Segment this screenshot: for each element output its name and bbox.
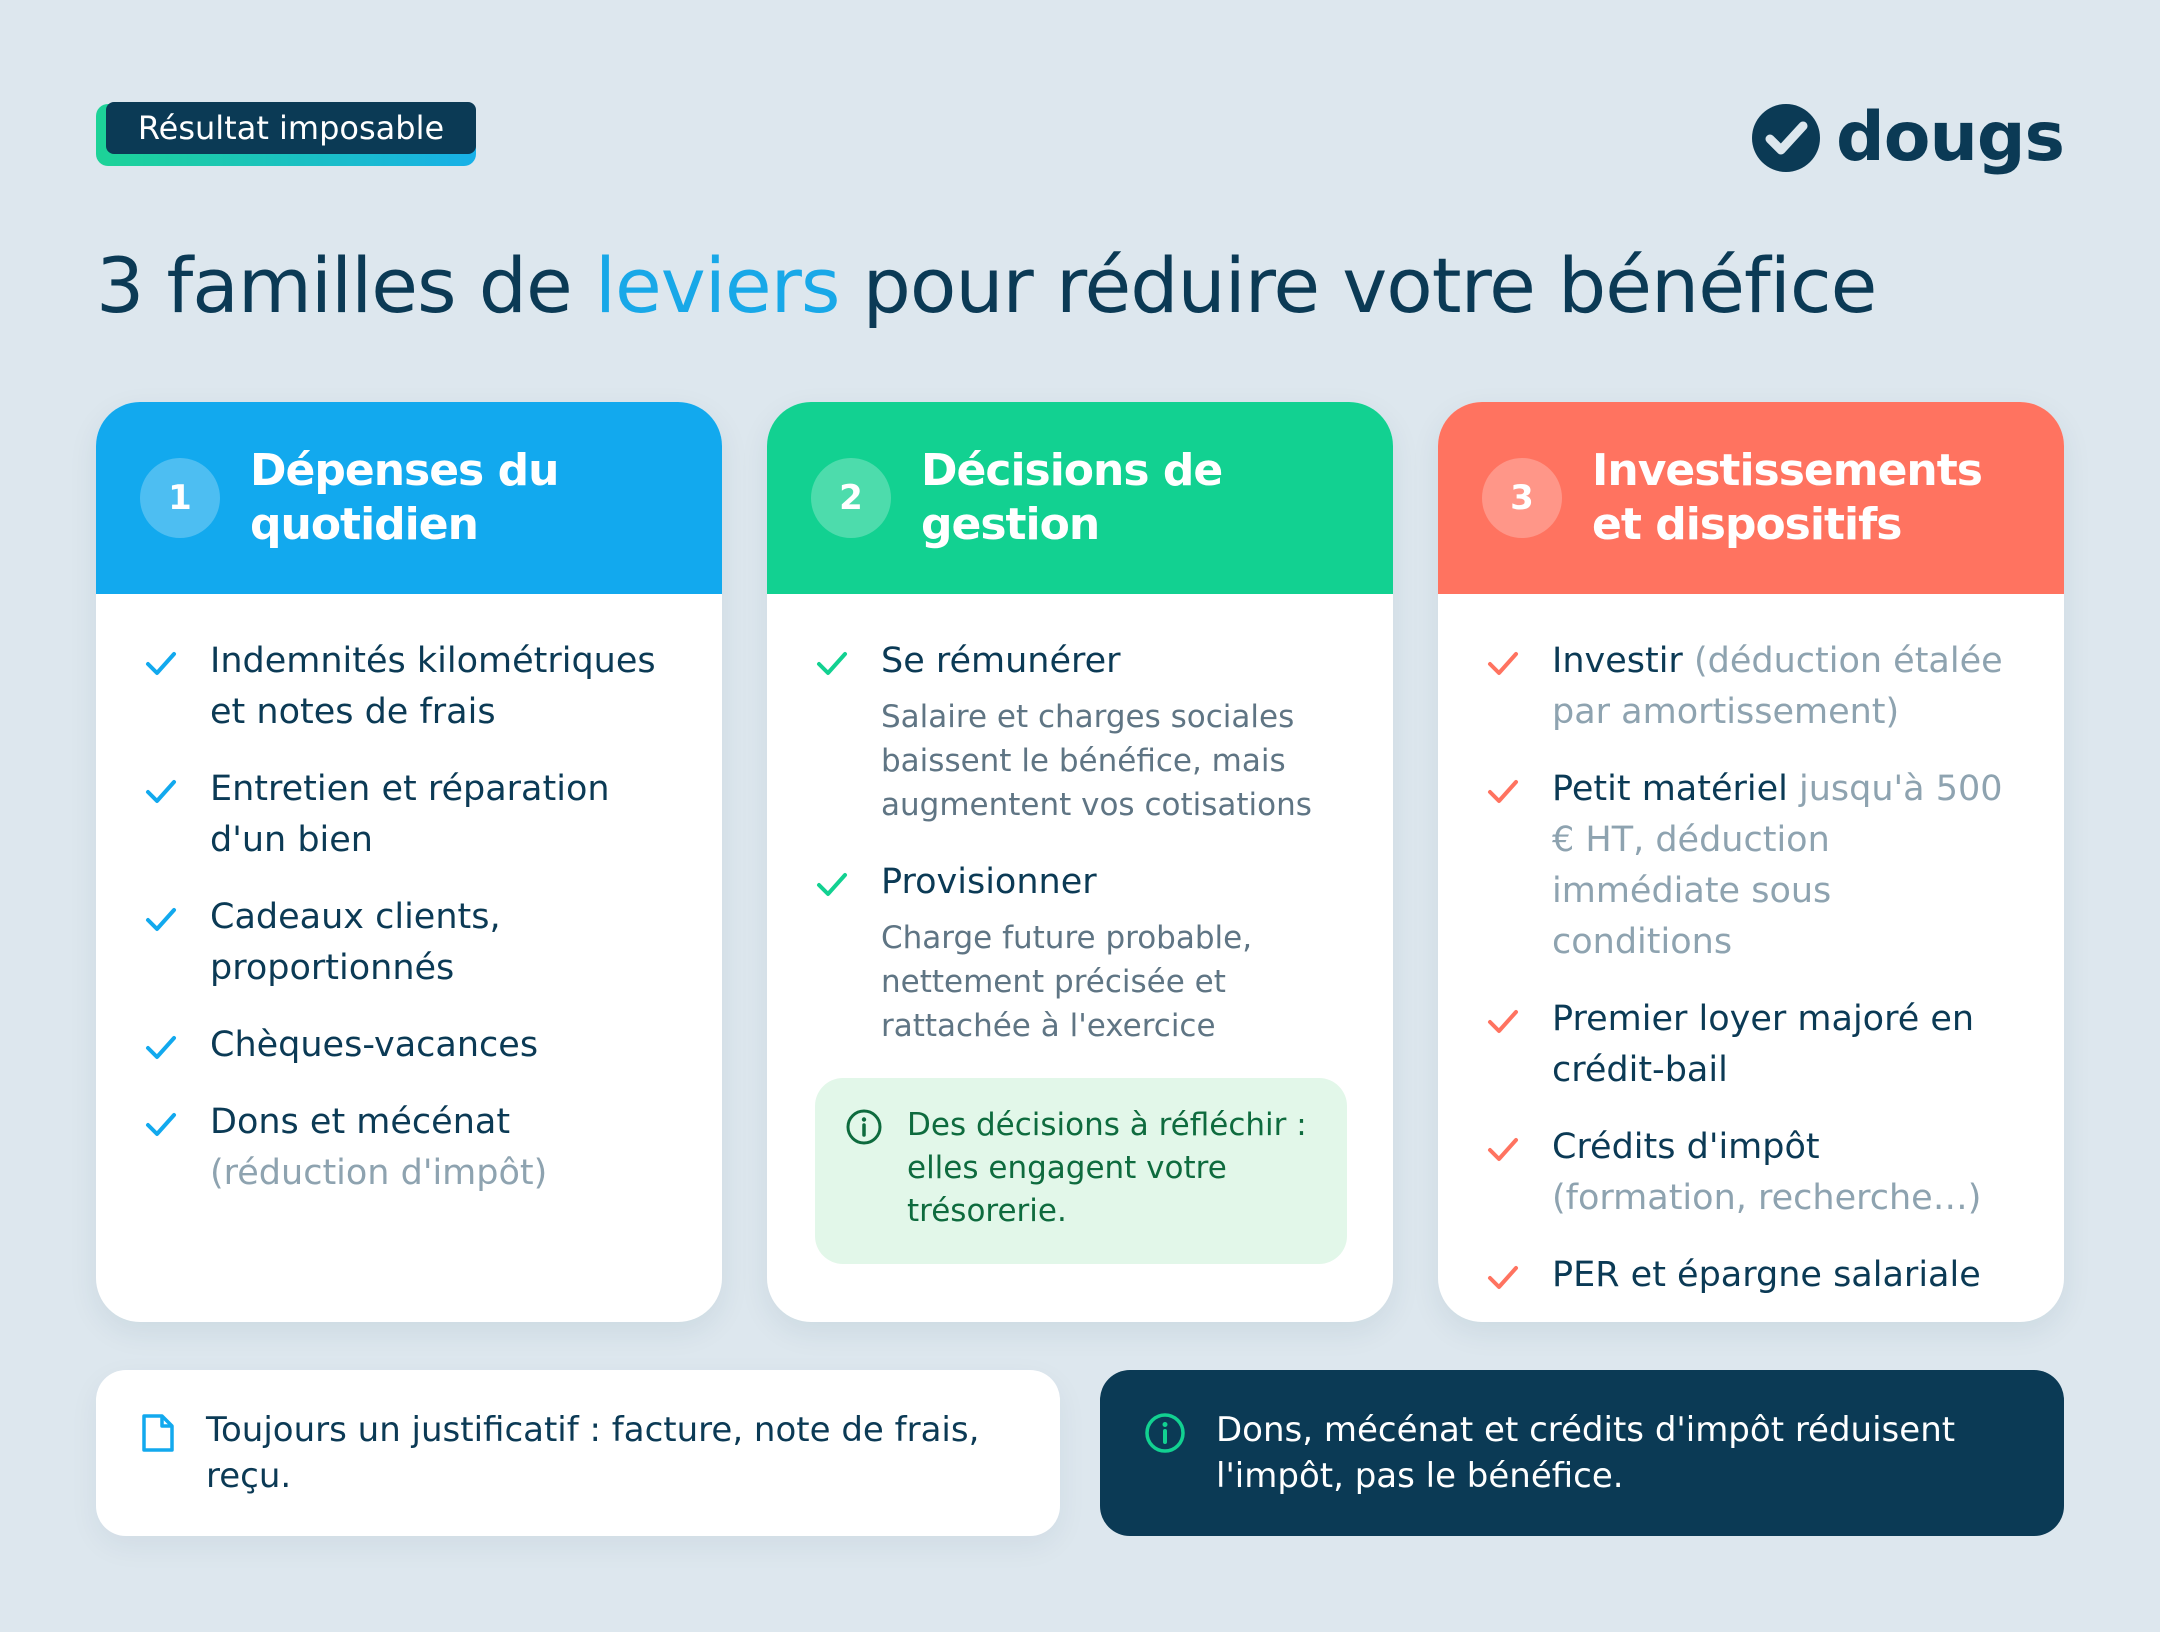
receipt-note-text: Toujours un justificatif : facture, note de frais, reçu. <box>206 1410 980 1496</box>
item-text: Dons et mécénat (réduction d'impôt) <box>210 1102 548 1193</box>
item-text: Crédits d'impôt (formation, recherche…) <box>1552 1127 1982 1218</box>
card-number: 2 <box>811 458 891 538</box>
card-header <box>96 402 722 594</box>
item-text: Entretien et réparation d'un bien <box>210 769 610 860</box>
card-title: Décisions de gestion <box>921 445 1223 550</box>
check-icon <box>1486 764 1522 968</box>
card-number: 1 <box>140 458 220 538</box>
card-management-decisions <box>767 402 1393 1322</box>
item-text: Cadeaux clients, proportionnés <box>210 897 501 988</box>
info-icon <box>845 1104 883 1238</box>
item-description: Salaire et charges sociales baissent le bénéfice, mais augmentent vos cotisations <box>881 699 1312 823</box>
card-title: Dépenses du quotidien <box>250 445 559 550</box>
card-daily-expenses <box>96 402 722 1322</box>
check-icon <box>144 1097 180 1199</box>
item-muted: (déduction étalée par amortissement) <box>1552 641 2003 732</box>
item-text: Provisionner <box>881 862 1097 902</box>
page-title <box>96 236 2076 336</box>
item-text: Chèques-vacances <box>210 1025 539 1065</box>
info-note <box>815 1078 1347 1264</box>
card-list <box>96 594 722 1199</box>
list-item <box>1486 764 2016 968</box>
tax-note-text: Dons, mécénat et crédits d'impôt réduisent l'impôt, pas le bénéfice. <box>1216 1410 1956 1496</box>
check-icon <box>144 636 180 738</box>
category-badge <box>96 96 490 170</box>
item-text: Indemnités kilométriques et notes de frais <box>210 641 656 732</box>
card-list <box>767 594 1393 1264</box>
item-text: PER et épargne salariale <box>1552 1255 1981 1295</box>
card-list <box>1438 594 2064 1301</box>
title-accent: leviers <box>594 241 840 330</box>
title-part-1: 3 familles de <box>96 241 595 330</box>
check-icon <box>144 892 180 994</box>
item-muted: jusqu'à 500 € HT, déduction immédiate sous conditions <box>1552 769 2003 962</box>
list-item <box>1486 1122 2016 1224</box>
title-part-2: pour réduire votre bénéfice <box>839 241 1877 330</box>
card-number: 3 <box>1482 458 1562 538</box>
check-icon <box>815 636 851 827</box>
check-icon <box>1486 636 1522 738</box>
card-header <box>767 402 1393 594</box>
list-item <box>815 857 1345 1048</box>
tax-note <box>1100 1370 2064 1536</box>
item-muted: (formation, recherche…) <box>1552 1178 1982 1218</box>
check-icon <box>1486 1250 1522 1301</box>
check-circle-icon <box>1750 102 1822 174</box>
item-text: Investir (déduction étalée par amortissement) <box>1552 641 2003 732</box>
item-text: Se rémunérer <box>881 641 1121 681</box>
list-item <box>144 764 674 866</box>
card-title: Investissements et dispositifs <box>1592 445 1982 550</box>
receipt-note <box>96 1370 1060 1536</box>
list-item <box>144 1020 674 1071</box>
info-note-text: Des décisions à réfléchir : elles engagent votre trésorerie. <box>907 1107 1307 1229</box>
list-item <box>144 636 674 738</box>
card-investments <box>1438 402 2064 1322</box>
item-muted: (réduction d'impôt) <box>210 1153 548 1193</box>
item-text: Premier loyer majoré en crédit-bail <box>1552 999 1975 1090</box>
list-item <box>144 892 674 994</box>
info-icon <box>1144 1370 1186 1458</box>
list-item <box>1486 1250 2016 1301</box>
dougs-logo <box>1750 96 2064 180</box>
list-item <box>815 636 1345 827</box>
card-header <box>1438 402 2064 594</box>
check-icon <box>1486 1122 1522 1224</box>
item-description: Charge future probable, nettement précisée et rattachée à l'exercice <box>881 920 1253 1044</box>
check-icon <box>144 764 180 866</box>
list-item <box>1486 994 2016 1096</box>
check-icon <box>1486 994 1522 1096</box>
document-icon <box>140 1370 176 1458</box>
logo-text: dougs <box>1836 98 2064 177</box>
check-icon <box>815 857 851 1048</box>
list-item <box>144 1097 674 1199</box>
check-icon <box>144 1020 180 1071</box>
list-item <box>1486 636 2016 738</box>
badge-label: Résultat imposable <box>106 102 476 154</box>
item-text: Petit matériel jusqu'à 500 € HT, déduction immédiate sous conditions <box>1552 769 2003 962</box>
